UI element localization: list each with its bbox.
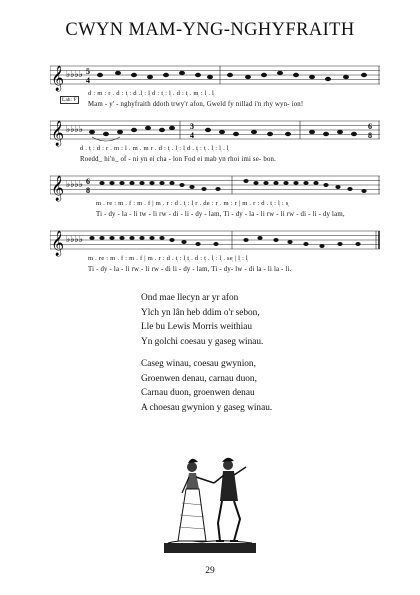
time-signature: 3 xyxy=(190,122,194,131)
poem-line: Lle bu Lewis Morris weithiau xyxy=(141,322,253,332)
music-system-3 xyxy=(50,170,380,224)
treble-clef-icon: 𝄞 xyxy=(51,176,65,201)
svg-text:8: 8 xyxy=(368,131,372,140)
solfa-line-1: d : m : r . d : t̩ : d .l̩ : l̩ d : t̩ : l̩ . d : t̩ . m̩ : l̩ . l̩ xyxy=(88,90,215,97)
treble-clef-icon: 𝄞 xyxy=(51,66,65,91)
dancing-couple-illustration xyxy=(162,453,258,555)
page-number: 29 xyxy=(205,566,215,576)
music-system-1 xyxy=(50,60,380,114)
poem-line: A choesau gwynion y gaseg winau. xyxy=(141,402,273,413)
solfa-line-3: m . re : m . f : m . f | m . r : d . t̩ : l̩ r . de : r . m : r | m . r : d . t̩ : l̩ : s̩ xyxy=(96,200,289,207)
poem-line: Ylch yn lân heb ddim o'r sebon, xyxy=(141,307,260,318)
song-title: CWYN MAM-YNG-NGHYFRAITH xyxy=(65,20,355,40)
svg-text:4: 4 xyxy=(190,131,194,140)
key-signature-flats: ♭♭♭♭ xyxy=(66,180,83,190)
solfa-line-2: d . t̩ : d : r . m : l . m . m r . d : t̩ . l̩ : l̩ d . t̩ : t̩ . l̩ : l̩ . l̩ xyxy=(80,145,229,152)
key-signature-flats: ♭♭♭♭ xyxy=(66,70,83,80)
svg-text:4: 4 xyxy=(86,76,90,85)
time-signature: 6 xyxy=(86,177,90,186)
poem-line: Yn golchi coesau y gaseg winau. xyxy=(141,336,264,347)
poem-line: Ond mae llecyn ar yr afon xyxy=(141,293,239,303)
poem-line: Carnau duon, groenwen denau xyxy=(141,388,255,398)
time-signature: 5 xyxy=(86,67,90,76)
poem-line: Groenwen denau, carnau duon, xyxy=(141,373,257,384)
key-signature-flats: ♭♭♭♭ xyxy=(66,235,83,245)
treble-clef-icon: 𝄞 xyxy=(51,121,65,146)
key-label: Lah: F xyxy=(62,97,77,103)
solfa-line-4: m . re : m . f : m . f | m . r : d . t̩ : l̩ t̩ . d : t̩ . l̩ : l̩ . se̩ | l̩ : l̩ xyxy=(88,255,248,262)
poem-line: Caseg winau, coesau gwynion, xyxy=(141,359,256,369)
poem-stanza-2 xyxy=(141,357,272,415)
svg-text:8: 8 xyxy=(86,186,90,195)
lyric-line-2: Roedd_ hi'n_ of - ni yn ei cha - lon Fod ei mab yn rhoi imi se- bon. xyxy=(80,156,277,163)
poem-stanza-1 xyxy=(141,291,263,349)
treble-clef-icon: 𝄞 xyxy=(51,231,65,256)
key-signature-flats: ♭♭♭♭ xyxy=(66,125,83,135)
lyric-line-1: Mam - y' - nghyfraith ddoth trwy'r afon, Gweld fy nillad i'n rhy wyn- ion! xyxy=(88,101,304,108)
lyric-line-3: Ti - dy - la - li tw - li rw - di - li - dy - lam, Ti - dy - la - li rw - li rw - di - li - dy lam, xyxy=(96,211,345,218)
lyric-line-4: Ti - dy - la - li rw - li rw - di li - dy - lam, Ti - dy- lw - di la - li la - li. xyxy=(88,266,292,273)
time-signature: 6 xyxy=(368,122,372,131)
music-system-2 xyxy=(50,115,380,169)
music-system-4 xyxy=(50,225,380,279)
